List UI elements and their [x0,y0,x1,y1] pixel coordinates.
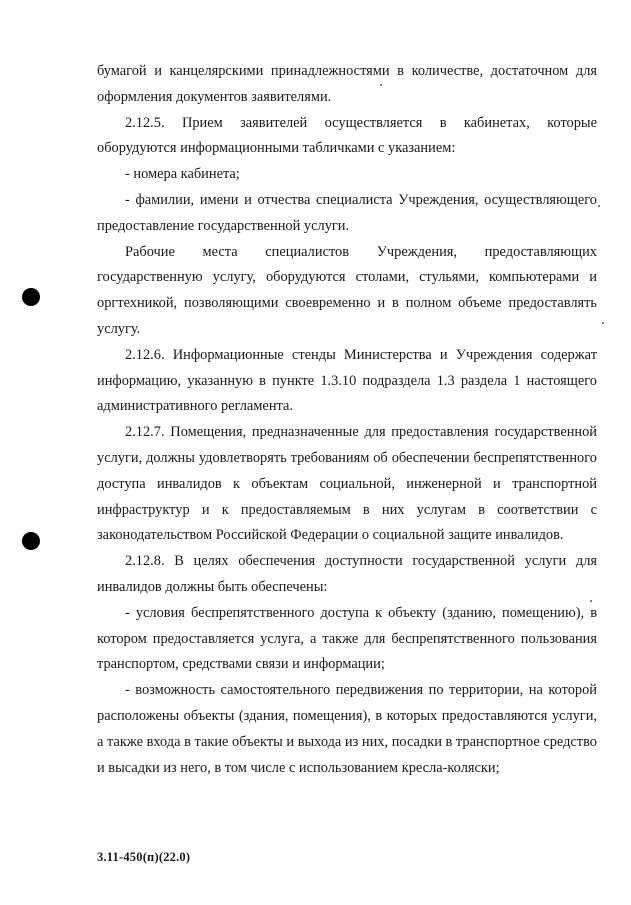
paragraph-2-12-6: 2.12.6. Информационные стенды Министерства и Учреждения содержат информацию, указанную в пункте 1.3.10 подраздела 1.3 раздела 1 настоящего административного регламента. [97,346,597,415]
paragraph-2-12-5: 2.12.5. Прием заявителей осуществляется в кабинетах, которые оборудуются информационными табличками с указанием: [97,114,597,157]
list-item-cabinet-number: - номера кабинета; [125,166,240,183]
scan-speck [602,322,604,324]
paragraph-2-12-8: 2.12.8. В целях обеспечения доступности государственной услуги для инвалидов должны быть обеспечены: [97,553,597,595]
list-item-access-conditions: - условия беспрепятственного доступа к объекту (зданию, помещению), в котором предоставляется услуга, а также для беспрепятственного пользования транспортом, средствами связи и информации; [97,604,597,673]
paragraph-continuation: бумагой и канцелярскими принадлежностями в количестве, достаточном для оформления документов заявителями. [97,63,597,105]
document-body [97,59,597,781]
paragraph-workplaces: Рабочие места специалистов Учреждения, предоставляющих государственную услугу, оборудуются столами, стульями, компьютерами и оргтехникой, позволяющими своевременно и в полном объеме предоставлять услугу. [97,243,597,337]
paragraph-2-12-7: 2.12.7. Помещения, предназначенные для предоставления государственной услуги, должны удовлетворять требованиям об обеспечении беспрепятственного доступа инвалидов к объектам социальной, инженерной и транспортной инфраструктур и к предоставляемым в них услугам в соответствии с законодательством Российской Федерации о социальной защите инвалидов. [97,424,597,544]
list-item-independent-movement: - возможность самостоятельного передвижения по территории, на которой расположены объекты (здания, помещения), в которых предоставляются услуги, а также входа в такие объекты и выхода из них, посадки в транспортное средство и высадки из него, в том числе с использованием кресла-коляски; [97,682,597,776]
list-item-specialist-name: - фамилии, имени и отчества специалиста Учреждения, осуществляющего предоставление государственной услуги. [97,191,597,234]
punch-hole-bottom [22,532,40,550]
document-code-footer: 3.11-450(п)(22.0) [97,850,191,864]
punch-hole-top [22,288,40,306]
scan-speck [598,205,600,207]
